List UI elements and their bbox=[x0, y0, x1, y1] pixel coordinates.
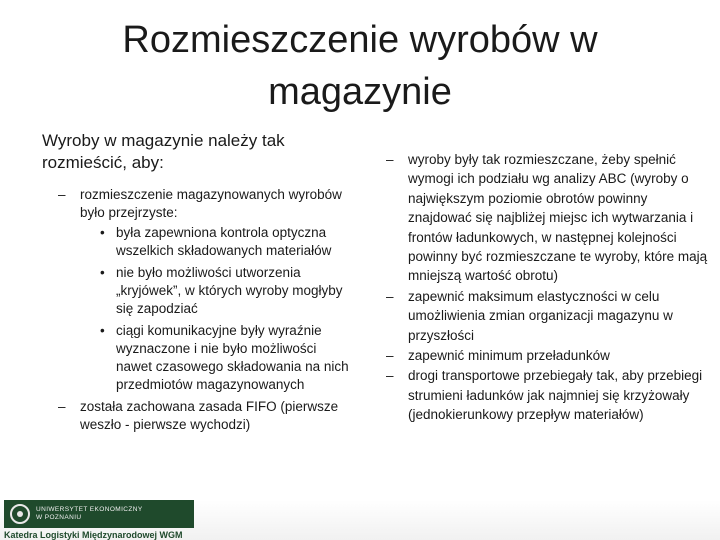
right-item-3-text: zapewnić minimum przeładunków bbox=[408, 348, 610, 364]
sub-item-text: nie było możliwości utworzenia „kryjówek”, w których wyroby mogłyby się zapodziać bbox=[116, 265, 343, 316]
list-item bbox=[382, 287, 712, 345]
logo-line-1: UNIWERSYTET EKONOMICZNY bbox=[36, 506, 143, 513]
sub-list-item bbox=[80, 322, 352, 394]
dash-marker: – bbox=[386, 368, 394, 384]
logo-line-2: W POZNANIU bbox=[36, 514, 82, 521]
sub-item-text: była zapewniona kontrola optyczna wszelkich składowanych materiałów bbox=[116, 225, 332, 258]
left-column bbox=[42, 130, 352, 438]
left-lead bbox=[42, 130, 352, 174]
left-list bbox=[42, 186, 352, 434]
bullet-marker: • bbox=[100, 225, 105, 240]
department-name: Katedra Logistyki Międzynarodowej WGM bbox=[4, 530, 183, 540]
list-item bbox=[382, 346, 712, 365]
title-line-2: magazynie bbox=[268, 71, 452, 113]
dash-marker: – bbox=[386, 348, 394, 364]
left-lead-line-2: rozmieścić, aby: bbox=[42, 153, 164, 172]
title-line-1: Rozmieszczenie wyrobów w bbox=[122, 19, 598, 61]
footer bbox=[0, 500, 720, 540]
list-item bbox=[42, 398, 352, 434]
slide-title bbox=[60, 14, 660, 118]
bullet-marker: • bbox=[100, 265, 105, 280]
list-item bbox=[382, 150, 712, 286]
list-item bbox=[42, 186, 352, 394]
sub-list-item bbox=[80, 264, 352, 318]
logo-text bbox=[36, 506, 143, 522]
right-column bbox=[382, 150, 712, 426]
sub-list-item bbox=[80, 224, 352, 260]
university-logo bbox=[4, 500, 194, 528]
list-item bbox=[382, 366, 712, 424]
left-lead-line-1: Wyroby w magazynie należy tak bbox=[42, 131, 285, 150]
dash-marker: – bbox=[386, 152, 394, 167]
sub-item-text: ciągi komunikacyjne były wyraźnie wyznaczone i nie było możliwości nawet czasowego składowania na nich przedmiotów magazynowanych bbox=[116, 323, 349, 392]
left-item-2-text: została zachowana zasada FIFO (pierwsze weszło - pierwsze wychodzi) bbox=[80, 399, 339, 432]
left-sublist bbox=[80, 224, 352, 394]
dash-marker: – bbox=[58, 187, 66, 202]
right-item-1-text: wyroby były tak rozmieszczane, żeby spełnić wymogi ich podziału wg analizy ABC (wyroby o największym poziomie obrotów powinny znajdować się najbliżej miejsc ich wytwarzania i frontów ładunkowych, w następnej kolejności powinny być rozmieszczane te wyroby, które mają mniejszą wartość obrotu) bbox=[408, 152, 708, 284]
right-list bbox=[382, 150, 712, 425]
right-item-2-text: zapewnić maksimum elastyczności w celu umożliwienia zmian organizacji magazynu w przyszłości bbox=[408, 288, 673, 343]
dash-marker: – bbox=[386, 288, 394, 304]
left-item-1-text: rozmieszczenie magazynowanych wyrobów było przejrzyste: bbox=[80, 187, 342, 220]
bullet-marker: • bbox=[100, 323, 105, 338]
university-seal-icon bbox=[10, 504, 30, 524]
right-item-4-text: drogi transportowe przebiegały tak, aby przebiegi strumieni ładunków jak najmniej się krzyżowały (jednokierunkowy przepływ materiałów) bbox=[408, 368, 703, 423]
dash-marker: – bbox=[58, 399, 66, 414]
